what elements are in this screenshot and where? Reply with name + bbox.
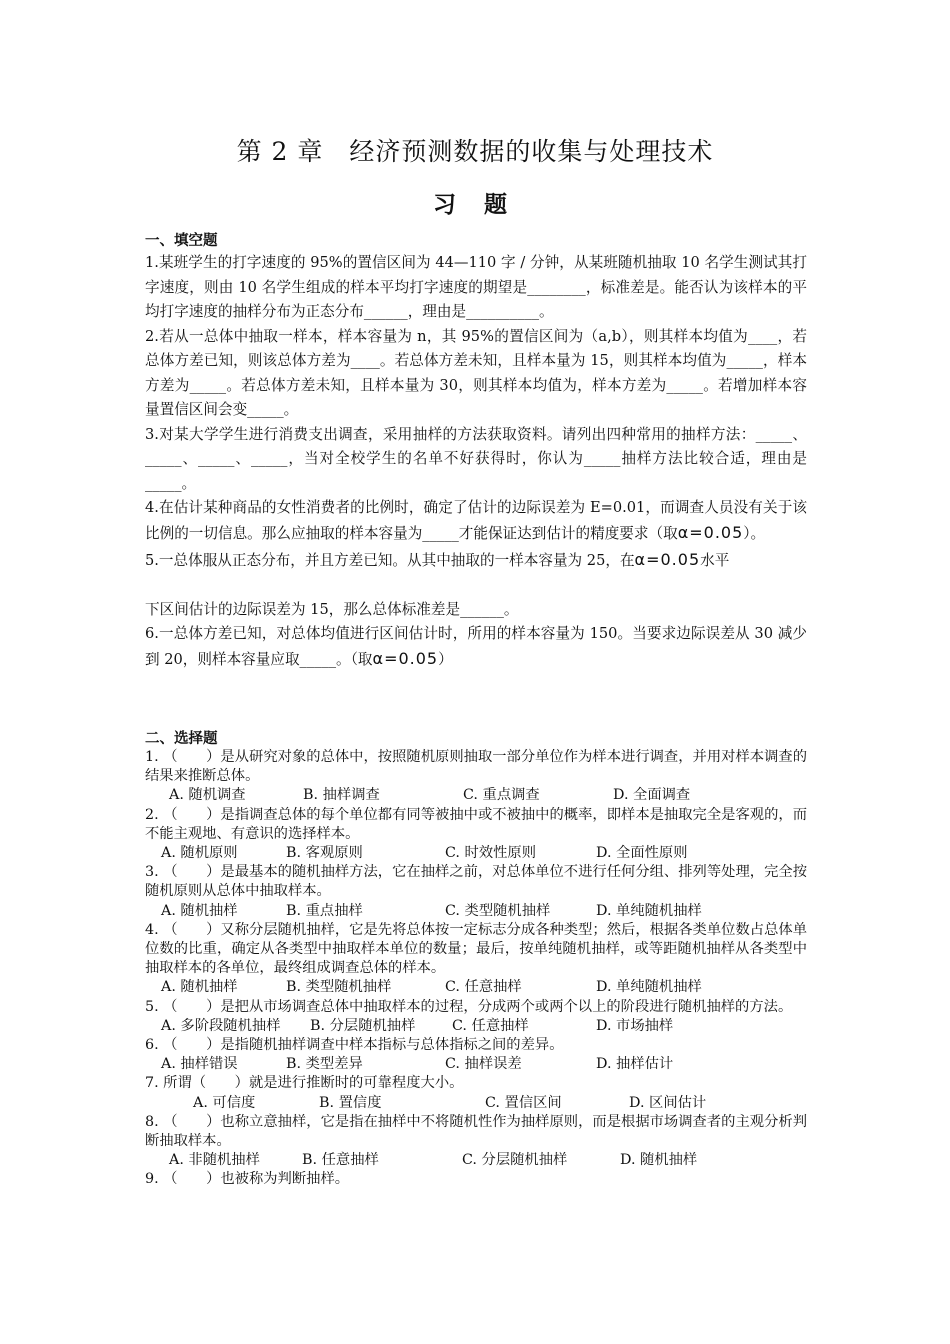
option: C. 任意抽样: [445, 979, 522, 996]
choice-question: [145, 1170, 807, 1189]
option: B. 重点抽样: [286, 902, 363, 919]
option: A. 随机调查: [169, 787, 246, 804]
option: B. 任意抽样: [302, 1152, 379, 1169]
choice-question: [145, 748, 807, 806]
question-stem: 6. （ ）是指随机抽样调查中样本指标与总体指标之间的差异。: [145, 1037, 564, 1054]
option-row: [145, 1094, 807, 1113]
fill-question-4-text: 4.在估计某种商品的女性消费者的比例时，确定了估计的边际误差为 E=0.01，而调查人员没有关于该比例的一切信息。那么应抽取的样本容量为_____才能保证达到估计的精度要求（取: [145, 499, 807, 542]
fill-question-1: 1.某班学生的打字速度的 95%的置信区间为 44—110 字 / 分钟，从某班随机抽取 10 名学生测试其打字速度，则由 10 名学生组成的样本平均打字速度的期望是________，标准差是。能否认为该样本的平均打字速度的抽样分布为正态分布______，理由是__________。: [145, 254, 807, 320]
section-choice-heading: 二、选择题: [145, 731, 218, 747]
option: B. 类型随机抽样: [286, 979, 392, 996]
question-stem: 1. （ ）是从研究对象的总体中，按照随机原则抽取一部分单位作为样本进行调查，并用对样本调查的结果来推断总体。: [145, 749, 807, 785]
alpha-formula: α=0.05: [634, 550, 701, 569]
question-stem: 8. （ ）也称立意抽样，它是指在抽样中不将随机性作为抽样原则，而是根据市场调查者的主观分析判断抽取样本。: [145, 1113, 807, 1150]
option: C. 置信区间: [485, 1094, 562, 1111]
fill-question-4-tail: ）。: [743, 524, 766, 542]
question-stem: 9. （ ）也被称为判断抽样。: [145, 1171, 350, 1188]
fill-question-6-tail: ）: [438, 650, 453, 668]
question-stem: 7. 所谓（ ）就是进行推断时的可靠程度大小。: [145, 1075, 464, 1092]
option-row: [145, 1017, 807, 1036]
choice-question: [145, 1036, 807, 1074]
fill-question-5-text: 5.一总体服从正态分布，并且方差已知。从其中抽取的一样本容量为 25，在: [145, 552, 635, 569]
fill-question-3: 3.对某大学学生进行消费支出调查，采用抽样的方法获取资料。请列出四种常用的抽样方法：_____、_____、_____、_____，当对全校学生的名单不好获得时，你认为_____抽样方法比较合适，理由是_____。: [145, 425, 807, 492]
chapter-title: 第 2 章 经济预测数据的收集与处理技术: [236, 137, 714, 166]
fill-question-6: [145, 622, 807, 672]
option: A. 可信度: [193, 1094, 256, 1111]
option: D. 随机抽样: [620, 1152, 698, 1169]
option: B. 客观原则: [286, 845, 363, 862]
option-row: [145, 902, 807, 921]
option-row: [145, 786, 807, 805]
option-row: [145, 978, 807, 997]
fill-question-2: 2.若从一总体中抽取一样本，样本容量为 n，其 95%的置信区间为（a,b），则其样本均值为____，若总体方差已知，则该总体方差为____。若总体方差未知，且样本量为 15，则其样本均值为_____，样本方差为_____。若总体方差未知，且样本量为 30，则其样本均值为，样本方差为_____。若增加样本容量置信区间会变_____。: [145, 327, 807, 418]
option: A. 随机抽样: [161, 979, 238, 996]
option: B. 抽样调查: [303, 787, 380, 804]
choice-question: [145, 1113, 807, 1171]
question-stem: 3. （ ）是最基本的随机抽样方法，它在抽样之前，对总体单位不进行任何分组、排列等处理，完全按随机原则从总体中抽取样本。: [145, 864, 807, 900]
option: C. 类型随机抽样: [445, 902, 551, 919]
option: C. 任意抽样: [452, 1017, 529, 1034]
option: C. 抽样误差: [445, 1056, 522, 1073]
option-row: [145, 1055, 807, 1074]
option-row: [145, 844, 807, 863]
option: C. 时效性原则: [445, 845, 537, 862]
option: B. 置信度: [319, 1094, 382, 1111]
option: D. 单纯随机抽样: [596, 902, 702, 919]
fill-question-5-cont: 下区间估计的边际误差为 15，那么总体标准差是______。: [145, 600, 519, 618]
option: A. 非随机抽样: [169, 1152, 260, 1169]
choice-question: [145, 1074, 807, 1112]
option: D. 全面性原则: [596, 845, 688, 862]
option: C. 分层随机抽样: [462, 1152, 568, 1169]
choice-questions: [145, 748, 807, 1190]
option: D. 全面调查: [613, 787, 691, 804]
alpha-formula: α=0.05: [677, 522, 744, 542]
alpha-formula: α=0.05: [372, 648, 439, 668]
option: B. 类型差异: [286, 1056, 363, 1073]
question-stem: 5. （ ）是把从市场调查总体中抽取样本的过程，分成两个或两个以上的阶段进行随机抽样的方法。: [145, 998, 793, 1015]
option: A. 随机原则: [161, 845, 238, 862]
exercise-heading: 习 题: [432, 191, 517, 218]
fill-question-5: [145, 548, 807, 574]
option: A. 多阶段随机抽样: [161, 1017, 281, 1034]
fill-in-questions: [145, 251, 807, 672]
question-stem: 2. （ ）是指调查总体的每个单位都有同等被抽中或不被抽中的概率，即样本是抽取完全是客观的，而不能主观地、有意识的选择样本。: [145, 806, 807, 842]
choice-question: [145, 806, 807, 864]
fill-question-5-tail: 水平: [700, 552, 730, 569]
blank-line: [145, 574, 807, 598]
option: D. 抽样估计: [596, 1056, 674, 1073]
fill-question-4: [145, 496, 807, 546]
option: A. 抽样错误: [161, 1056, 238, 1073]
option: D. 单纯随机抽样: [596, 979, 702, 996]
choice-question: [145, 863, 807, 921]
option: D. 区间估计: [629, 1094, 707, 1111]
fill-question-6-text: 6.一总体方差已知，对总体均值进行区间估计时，所用的样本容量为 150。当要求边际误差从 30 减少到 20，则样本容量应取_____。（取: [145, 625, 807, 668]
section-fill-heading: 一、填空题: [145, 233, 218, 249]
question-stem: 4. （ ）又称分层随机抽样，它是先将总体按一定标志分成各种类型；然后，根据各类单位数占总体单位数的比重，确定从各类型中抽取样本单位的数量；最后，按单纯随机抽样，或等距随机抽样从各类型中抽取样本的各单位，最终组成调查总体的样本。: [145, 921, 807, 977]
option: A. 随机抽样: [161, 902, 238, 919]
option: D. 市场抽样: [596, 1017, 674, 1034]
option: C. 重点调查: [463, 787, 540, 804]
choice-question: [145, 921, 807, 998]
option: B. 分层随机抽样: [310, 1017, 416, 1034]
option-row: [145, 1151, 807, 1170]
choice-question: [145, 998, 807, 1036]
